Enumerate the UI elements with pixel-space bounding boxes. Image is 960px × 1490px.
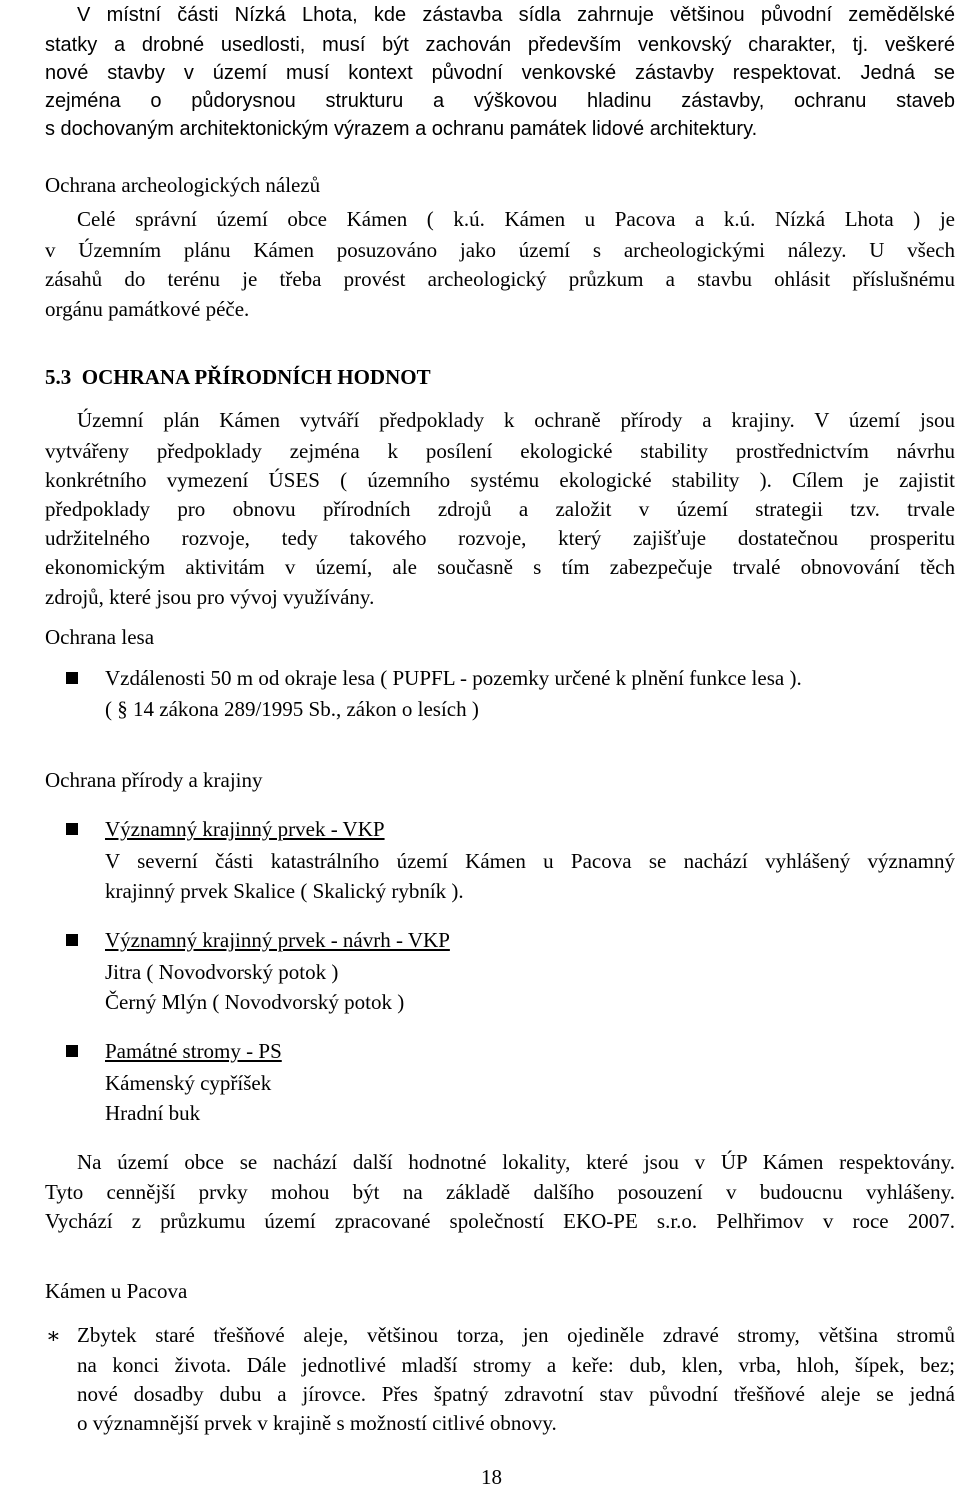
ps-bullet [66, 1045, 78, 1057]
intro-line-5: s dochovaným architektonickým výrazem a ochranu památek lidové architektury. [45, 118, 758, 140]
section-53-line-3: konkrétního vymezení ÚSES ( územního systému ekologické stability ). Cílem je zajistit [45, 468, 955, 492]
vkp-line-2: krajinný prvek Skalice ( Skalický rybník ). [105, 879, 464, 903]
vkp-proposal-bullet [66, 934, 78, 946]
archeo-line-1: Celé správní území obce Kámen ( k.ú. Kámen u Pacova a k.ú. Nízká Lhota ) je [77, 207, 955, 231]
ps-line-1: Kámenský cypříšek [105, 1071, 272, 1095]
section-53-line-6: ekonomickým aktivitám v území, ale současně s tím zabezpečuje trvalé obnovování těch [45, 555, 955, 579]
forest-bullet [66, 672, 78, 684]
localities-line-2: Tyto cennější prvky mohou být na základě dalšího posouzení v budoucnu vyhlášeny. [45, 1180, 955, 1204]
section-53-line-2: vytvářeny předpoklady zejména k posílení ekologické stability prostřednictvím návrhu [45, 439, 955, 463]
localities-line-1: Na území obce se nachází další hodnotné lokality, které jsou v ÚP Kámen respektovány. [77, 1150, 955, 1174]
kamen-line-4: o významnější prvek v krajině s možností citlivé obnovy. [77, 1411, 557, 1435]
ps-line-2: Hradní buk [105, 1101, 201, 1125]
forest-item-line-1: Vzdálenosti 50 m od okraje lesa ( PUPFL - pozemky určené k plnění funkce lesa ). [105, 666, 802, 690]
section-53-line-7: zdrojů, které jsou pro vývoj využívány. [45, 585, 375, 609]
kamen-line-3: nové dosadby dubu a jírovce. Přes špatný zdravotní stav původní třešňové aleje se jedná [77, 1382, 955, 1406]
kamen-line-2: na konci života. Dále jednotlivé mladší stromy a keře: dub, klen, vrba, hloh, šípek, bez; [77, 1353, 955, 1377]
forest-item-line-2: ( § 14 zákona 289/1995 Sb., zákon o lesích ) [105, 697, 479, 721]
vkp-proposal-title: Významný krajinný prvek - návrh - VKP [105, 928, 450, 952]
archeo-line-2: v Územním plánu Kámen posuzováno jako území s archeologickými nálezy. U všech [45, 238, 955, 262]
intro-line-1: V místní části Nízká Lhota, kde zástavba sídla zahrnuje většinou původní zemědělské [77, 4, 955, 26]
section-53-line-4: předpoklady pro obnovu přírodních zdrojů a založit v území strategii tzv. trvale [45, 497, 955, 521]
vkp-line-1: V severní části katastrálního území Kámen u Pacova se nachází vyhlášený významný [105, 849, 955, 873]
kamen-line-1: Zbytek staré třešňové aleje, většinou torza, jen ojediněle zdravé stromy, většina stromů [77, 1323, 955, 1347]
nature-heading: Ochrana přírody a krajiny [45, 768, 263, 792]
kamen-heading: Kámen u Pacova [45, 1279, 188, 1303]
intro-line-2: statky a drobné usedlosti, musí být zachován především venkovský charakter, tj. veškeré [45, 34, 955, 56]
ps-title: Památné stromy - PS [105, 1039, 282, 1063]
archeo-line-3: zásahů do terénu je třeba provést archeologický průzkum a stavbu ohlásit příslušnému [45, 267, 955, 291]
intro-line-3: nové stavby v území musí kontext původní venkovské zástavby respektovat. Jedná se [45, 62, 955, 84]
intro-line-4: zejména o půdorysnou strukturu a výškovou hladinu zástavby, ochranu staveb [45, 90, 955, 112]
vkp-bullet [66, 823, 78, 835]
asterisk-bullet-icon: ∗ [46, 1323, 61, 1348]
localities-line-3: Vychází z průzkumu území zpracované společností EKO-PE s.r.o. Pelhřimov v roce 2007. [45, 1209, 955, 1233]
page-number: 18 [481, 1465, 502, 1489]
section-53-line-1: Územní plán Kámen vytváří předpoklady k ochraně přírody a krajiny. V území jsou [77, 408, 955, 432]
forest-heading: Ochrana lesa [45, 625, 155, 649]
vkp-proposal-line-1: Jitra ( Novodvorský potok ) [105, 960, 339, 984]
archeo-heading: Ochrana archeologických nálezů [45, 173, 321, 197]
section-53-heading: 5.3 OCHRANA PŘÍRODNÍCH HODNOT [45, 365, 431, 389]
vkp-proposal-line-2: Černý Mlýn ( Novodvorský potok ) [105, 990, 405, 1014]
section-53-line-5: udržitelného rozvoje, tedy takového rozvoje, který zajišťuje dostatečnou prosperitu [45, 526, 955, 550]
vkp-title: Významný krajinný prvek - VKP [105, 817, 385, 841]
archeo-line-4: orgánu památkové péče. [45, 297, 250, 321]
